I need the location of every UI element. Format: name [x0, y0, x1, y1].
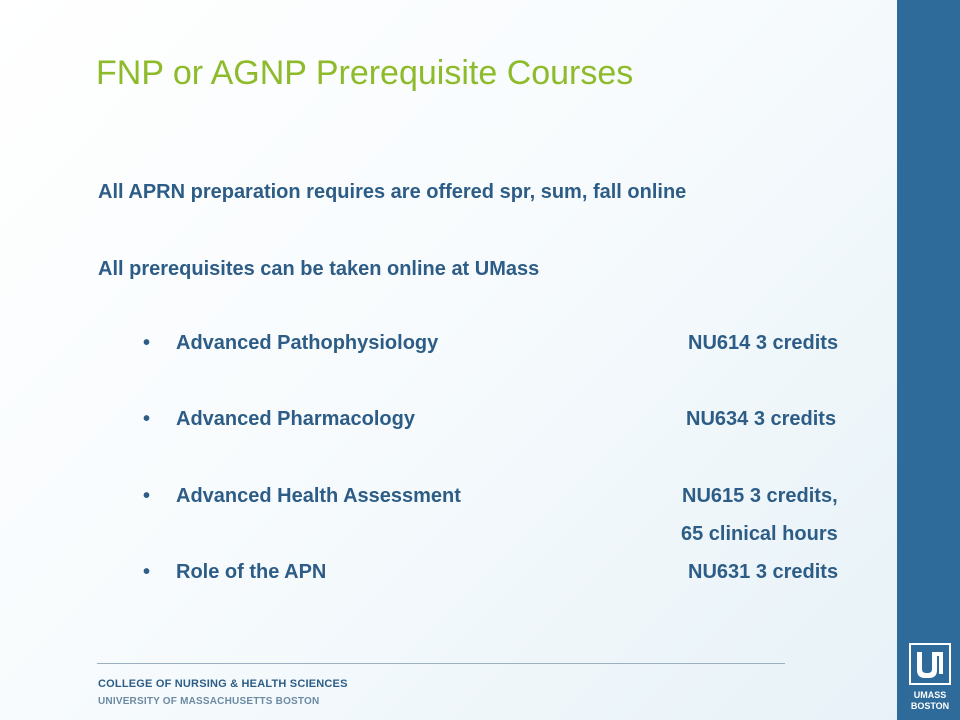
footer-college-name: COLLEGE OF NURSING & HEALTH SCIENCES — [98, 678, 348, 690]
course-name: Role of the APN — [176, 561, 327, 583]
course-clinical-hours: 65 clinical hours — [681, 523, 838, 545]
bullet-icon: • — [143, 332, 151, 354]
course-credits: NU614 3 credits — [688, 332, 839, 354]
bullet-icon: • — [143, 561, 151, 583]
bullet-icon: • — [143, 485, 151, 507]
course-extra-row — [143, 523, 903, 549]
logo-text-umass: UMASS — [913, 690, 947, 700]
slide-title: FNP or AGNP Prerequisite Courses — [96, 54, 634, 92]
course-item-health-assessment — [143, 485, 903, 511]
footer-divider — [97, 663, 785, 664]
course-item-pathophysiology — [143, 332, 903, 358]
course-credits: NU615 3 credits, — [682, 485, 838, 507]
course-credits: NU631 3 credits — [688, 561, 839, 583]
intro-line-1: All APRN preparation requires are offered spr, sum, fall online — [98, 181, 687, 203]
course-name: Advanced Pathophysiology — [176, 332, 439, 354]
logo-text-boston: BOSTON — [910, 701, 950, 711]
course-item-pharmacology — [143, 408, 903, 434]
footer-university-name: UNIVERSITY OF MASSACHUSETTS BOSTON — [98, 696, 320, 707]
sidebar-bar — [897, 0, 960, 720]
intro-line-2: All prerequisites can be taken online at UMass — [98, 258, 540, 280]
course-item-role-apn — [143, 561, 903, 587]
course-credits: NU634 3 credits — [686, 408, 837, 430]
course-name: Advanced Health Assessment — [176, 485, 461, 507]
bullet-icon: • — [143, 408, 151, 430]
course-name: Advanced Pharmacology — [176, 408, 415, 430]
